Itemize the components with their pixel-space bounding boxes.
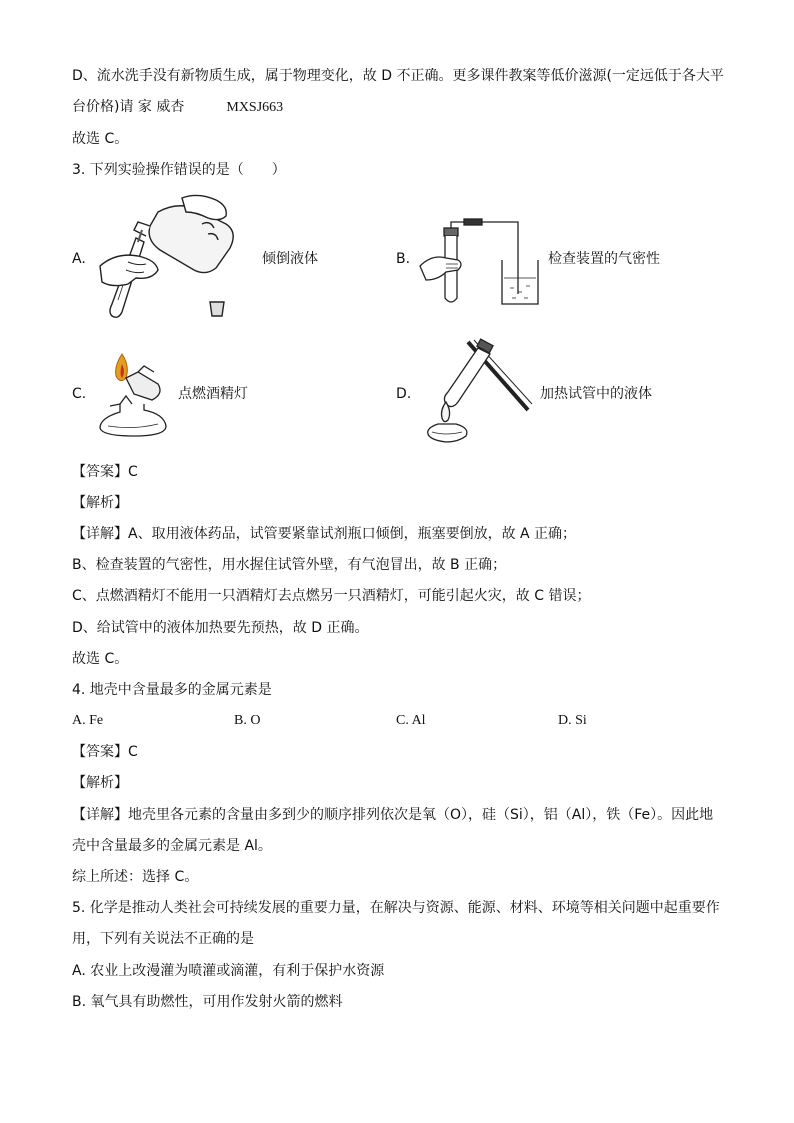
q5-option-b: B. 氧气具有助燃性，可用作发射火箭的燃料	[72, 994, 343, 1010]
q3-option-b-letter: B.	[396, 251, 411, 267]
prev-d-line2	[72, 97, 283, 118]
light-alcohol-lamp-figure	[92, 348, 176, 438]
q3-option-d-letter: D.	[396, 386, 412, 402]
q3-stem: 3. 下列实验操作错误的是（ ）	[72, 162, 286, 178]
heat-test-tube-figure	[418, 340, 530, 444]
prev-conclusion: 故选 C。	[72, 131, 129, 147]
q3-option-c-letter: C.	[72, 386, 87, 402]
prev-d-line1: D、流水洗手没有新物质生成，属于物理变化，故 D 不正确。更多课件教案等低价滋源(一定远低于各大平	[72, 68, 724, 84]
q5-stem-line1: 5. 化学是推动人类社会可持续发展的重要力量，在解决与资源、能源、材料、环境等相关问题中起重要作	[72, 900, 720, 916]
q4-option-c: C. Al	[396, 713, 426, 728]
q3-option-a-caption: 倾倒液体	[262, 251, 318, 267]
q4-option-b: B. O	[234, 713, 261, 728]
q3-conclusion: 故选 C。	[72, 651, 129, 667]
pour-liquid-figure	[98, 190, 238, 325]
q4-answer: 【答案】C	[72, 744, 138, 760]
q4-stem: 4. 地壳中含量最多的金属元素是	[72, 682, 272, 698]
q3-option-c-caption: 点燃酒精灯	[178, 386, 248, 402]
q3-detail-b: B、检查装置的气密性，用水握住试管外壁，有气泡冒出，故 B 正确；	[72, 557, 507, 573]
watermark-code: MXSJ663	[226, 100, 284, 115]
q4-summary: 综上所述：选择 C。	[72, 869, 199, 885]
q3-option-b-caption: 检查装置的气密性	[548, 251, 660, 267]
q3-detail-a: 【详解】A、取用液体药品，试管要紧靠试剂瓶口倾倒，瓶塞要倒放，故 A 正确；	[72, 526, 577, 542]
q4-option-a: A. Fe	[72, 713, 104, 728]
q3-option-a-letter: A.	[72, 251, 86, 267]
q5-option-a: A. 农业上改漫灌为喷灌或滴灌，有利于保护水资源	[72, 963, 385, 979]
q3-analysis-label: 【解析】	[72, 495, 128, 511]
q4-analysis-label: 【解析】	[72, 775, 128, 791]
q4-detail-line2: 壳中含量最多的金属元素是 Al。	[72, 838, 272, 854]
q4-option-d: D. Si	[558, 713, 587, 728]
airtightness-check-figure	[418, 214, 542, 310]
prev-d-line2-text: 台价格)请 家 威杏	[72, 99, 185, 115]
q3-answer: 【答案】C	[72, 464, 138, 480]
q5-stem-line2: 用，下列有关说法不正确的是	[72, 931, 254, 947]
q3-option-d-caption: 加热试管中的液体	[540, 386, 652, 402]
q3-detail-c: C、点燃酒精灯不能用一只酒精灯去点燃另一只酒精灯，可能引起火灾，故 C 错误；	[72, 588, 591, 604]
q3-detail-d: D、给试管中的液体加热要先预热，故 D 正确。	[72, 620, 369, 636]
q4-detail-line1: 【详解】地壳里各元素的含量由多到少的顺序排列依次是氧（O），硅（Si），铝（Al），铁（Fe）。因此地	[72, 807, 714, 823]
